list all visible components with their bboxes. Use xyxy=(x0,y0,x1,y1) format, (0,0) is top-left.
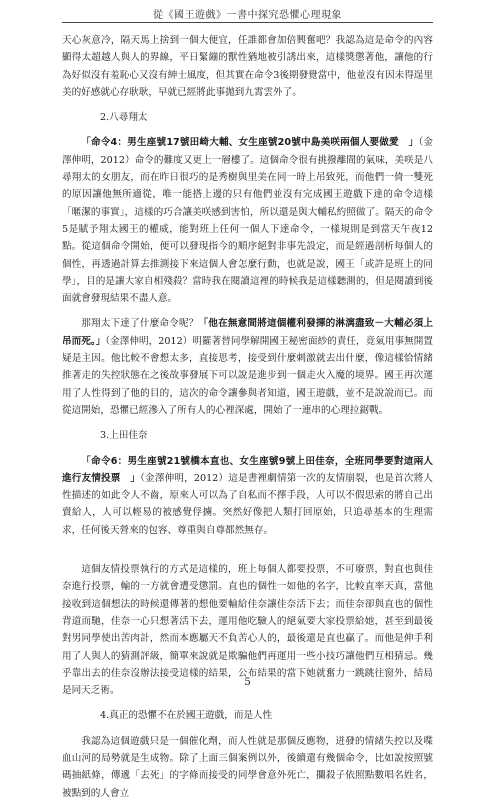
section-heading-3: 3.上田佳奈 xyxy=(100,430,148,442)
paragraph-3-text: （金澤伸明，2012）明羅著替同學解開國王秘密面紗的責任，竟氣用事無開置疑是主因。他比較不會想太多，直接思考，接受到什麼刺激就去出什麼，像這樣恰情緒推著走的失控狀態在之後故事發展下可以說是進步到一個走火入魔的境界。國王再次運用了人性得到了他的目的，這次的命令讓參與者知道，國王遊戲，並不是說說而已。而從這開始，恐懼已經滲入了所有人的心裡深處，開始了一連串的心理拉鋸戰。 xyxy=(62,335,433,416)
header-divider xyxy=(62,22,433,23)
page-number: 5 xyxy=(244,677,251,688)
paragraph-5: 這個友情投票執行的方式是這樣的，班上每個人都要投票，不可廢票，對直也與佳奈進行投票，輸的一方就會遭受懲罰。直也的個性一如他的名字，比較直率天真，當他接收到這個想法的時候還傳著的想他要輸給佳奈讓佳奈活下去；而佳奈卻與直也的個性背道而馳，佳奈一心只想著活下去，運用他吃驗人的絕氣要大家投票給她，甚至到最後對男同學使出苦肉計，然而本應屬天不負苦心人的，最後還是直也贏了。而他是伸手利用了人與人的猜測評級，簡單來說就是欺騙他們再運用一些小技巧讓他們互相猜忌。幾乎靠出去的佳奈沒辦法接受這樣的結果，公布結果的當下她就奮力一跳跳往窗外，結局是同天乏術。 xyxy=(62,564,433,697)
command-4-quote: 「命令4：男生座號17號田崎大輔、女生座號20號中島美咲兩個人要做愛 」 xyxy=(81,137,419,149)
paragraph-4 xyxy=(62,453,433,539)
command-6-quote: 「命令6：男生座號21號橋本直也、女生座號9號上田佳奈，全班同學要對這兩人進行友情投票 」 xyxy=(62,455,433,484)
paragraph-3 xyxy=(62,315,433,419)
paragraph-2-text: （金澤伸明，2012）命令的難度又更上一層樓了。這個命令很有挑撥離間的氣味，美咲是八尋翔太的女朋友，而在昨日很巧的是秀樹與里美在同一時上吊致死，而他們一倚一雙死的原因讓他無所適從，唯一能搭上邊的只有他們並沒有完成國王遊戲下達的命令這樣「暱潔的事實」，這樣的巧合讓美咲感到害怕，所以還是與大輔私約照做了。隔天的命令5是賦予翔太國王的權威，能對班上任何一個人下達命令，一樣規則是到當天午夜12點。從這個命令開始，便可以發現指今的順序絕對非事先設定，而是經過剖析每個人的個性，再透過計算去推測接下來這個人會怎麼行動，也就是說，國王「或許是班上的同學」，目的是讓大家自相殘殺？當時我在閱讀這裡的時候我是這樣聽測的，但是閱讀到後面就會發現結果不盡人意。 xyxy=(62,137,433,305)
section-heading-4: 4.真正的恐懼不在於國王遊戲，而是人性 xyxy=(100,710,273,722)
command-5-quote: 「他在無意間將這個權利發揮的淋漓盡致－大輔必須上吊而死。」 xyxy=(62,318,434,347)
page-header: 從《國王遊戲》一書中探究恐懼心理現象 xyxy=(153,10,342,21)
paragraph-6: 我認為這個遊戲只是一個催化劑，而人性就是那個反應物，迸發的情緒失控以及喋血山河的局勢就是生成物。除了上面三個案例以外，後續還有幾個命令，比如說按照號碼抽紙條，傳遞「去死」的字條而接受的同學會意外死亡，攔殺子依照點數唱名姓名，被點到的人會立 xyxy=(62,735,433,799)
paragraph-1: 天心灰意冷，隔天馬上捨到一個大便宜，任誰都會加倍興奮吧？我認為這是命令的內容顯得太超越人與人的界線，平日緊繃的獸性猶地被引誘出來，這樣獎懲著他，讓他的行為好似沒有羞恥心又沒有紳士風度，但其實在命令3後期發覺當中，他並沒有因未得逞里美的好感就心存耿耿，早就已經將此事拋到九霄雲外了。 xyxy=(62,35,433,98)
paragraph-2 xyxy=(62,134,433,307)
section-heading-2: 2.八尋翔太 xyxy=(100,112,148,124)
paragraph-3-lead: 那翔太下達了什麼命令呢？ xyxy=(81,318,199,330)
paragraph-4-text: （金澤伸明，2012）這是書裡劇情第一次的友情崩裂，也是首次將人性描述的如此令人不齒，原來人可以為了自私而不擇手段，人可以不假思索的將自己出賣給人，人可以輕易的被感覺俘擄。突然好像把人類打回原始，只追尋基本的生理需求，任何後天營來的包容、尊重與自尊都然無存。 xyxy=(62,472,433,536)
